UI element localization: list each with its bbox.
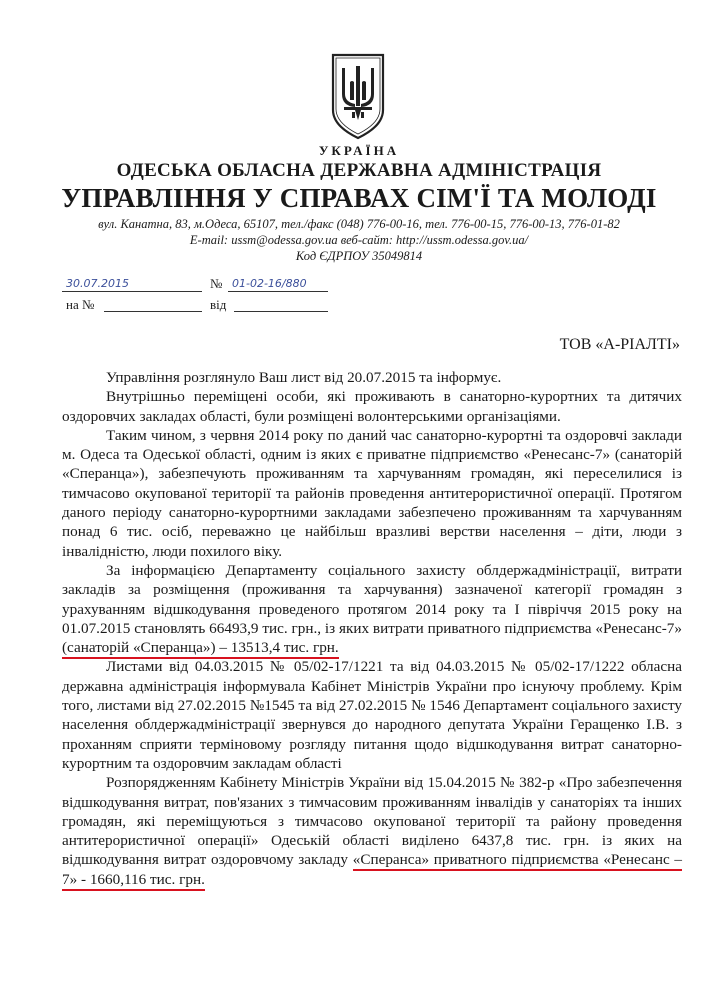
from-label: від [210,297,227,312]
handwritten-number: 01-02-16/880 [232,277,307,290]
header-address: вул. Канатна, 83, м.Одеса, 65107, тел./факс (048) 776-00-16, тел. 776-00-15, 776-00-13, 776-01-82 [98,217,620,231]
highlight-sanatorium-expense: (санаторій «Сперанца») – 13513,4 тис. грн. [62,639,339,659]
handwritten-date: 30.07.2015 [66,277,129,290]
paragraph-2: Внутрішньо переміщені особи, які проживають в санаторно-курортних та дитячих оздоровчих закладах області, були розміщені волонтерськими організаціями. [62,388,682,425]
header-email-website: E-mail: ussm@odessa.gov.ua веб-сайт: http://ussm.odessa.gov.ua/ [189,233,529,247]
paragraph-4 [62,561,682,657]
paragraph-1: Управління розглянуло Ваш лист від 20.07.2015 та інформує. [106,369,502,386]
paragraph-6 [62,773,682,889]
date-line [62,291,202,292]
header-administration: ОДЕСЬКА ОБЛАСНА ДЕРЖАВНА АДМІНІСТРАЦІЯ [116,160,602,181]
header-department: УПРАВЛІННЯ У СПРАВАХ СІМ'Ї ТА МОЛОДІ [61,183,657,213]
paragraph-4-text: За інформацією Департаменту соціального захисту облдержадміністрації, витрати закладів за розміщення (проживання та харчування) зазначеної категорії громадян з урахуванням відшкодування проведеного протягом 2014 року та І півріччя 2015 року на 01.07.2015 становлять 66493,9 тис. грн., із яких витрати приватного підприємства «Ренесанс-7» [62,561,682,637]
from-line [234,311,328,312]
paragraph-5: Листами від 04.03.2015 № 05/02-17/1221 та від 04.03.2015 № 05/02-17/1222 обласна державна адміністрація інформувала Кабінет Міністрів України про існуючу проблему. Крім того, листами від 27.02.2015 №1545 та від 27.02.2015 № 1546 Департамент соціального захисту населення облдержадміністрації звернувся до народного депутата України Геращенко І.В. з проханням сприяти терміновому розгляду питання щодо відшкодування витрат санаторно-курортним та оздоровчим закладам області [62,658,682,772]
number-line [228,291,328,292]
letter-body [62,368,682,889]
paragraph-6-text: Розпорядженням Кабінету Міністрів України від 15.04.2015 № 382-р «Про забезпечення відшкодування витрат, пов'язаних з тимчасовим проживанням інвалідів у санаторіях та інших громадян, які переміщуються з тимчасово окупованої території та району проведення антитерористичної операції» Одеській області виділено 6437,8 тис. грн. із яких на відшкодування витрат оздоровчому закладу [62,774,682,869]
paragraph-3: Таким чином, з червня 2014 року по даний час санаторно-курортні та оздоровчі заклади м. Одеса та Одеської області, одним із яких є приватне підприємство «Ренесанс-7» (санаторій «Сперанца»), забезпечують проживанням та харчуванням громадян, які переселилися із тимчасово окупованої території та районів проведення антитерористичної операції. Протягом даного періоду санаторно-курортними закладами забезпечено проживанням та харчуванням понад 6 тис. осіб, переважно це найбільш вразливі верстви населення – діти, люди з інвалідністю, люди похилого віку. [62,426,682,560]
recipient: ТОВ «А-РІАЛТІ» [559,336,680,353]
number-label: № [210,276,223,291]
header-country: УКРАЇНА [318,143,400,158]
trident-emblem-icon [330,52,386,140]
highlight-reimbursement-amount: «Сперанса» приватного підприємства «Ренесанс – 7» - 1660,116 тис. грн. [62,851,682,890]
reference-line [104,311,202,312]
reference-label: на № [66,297,95,312]
header-edrpou-code: Код ЄДРПОУ 35049814 [295,249,423,263]
